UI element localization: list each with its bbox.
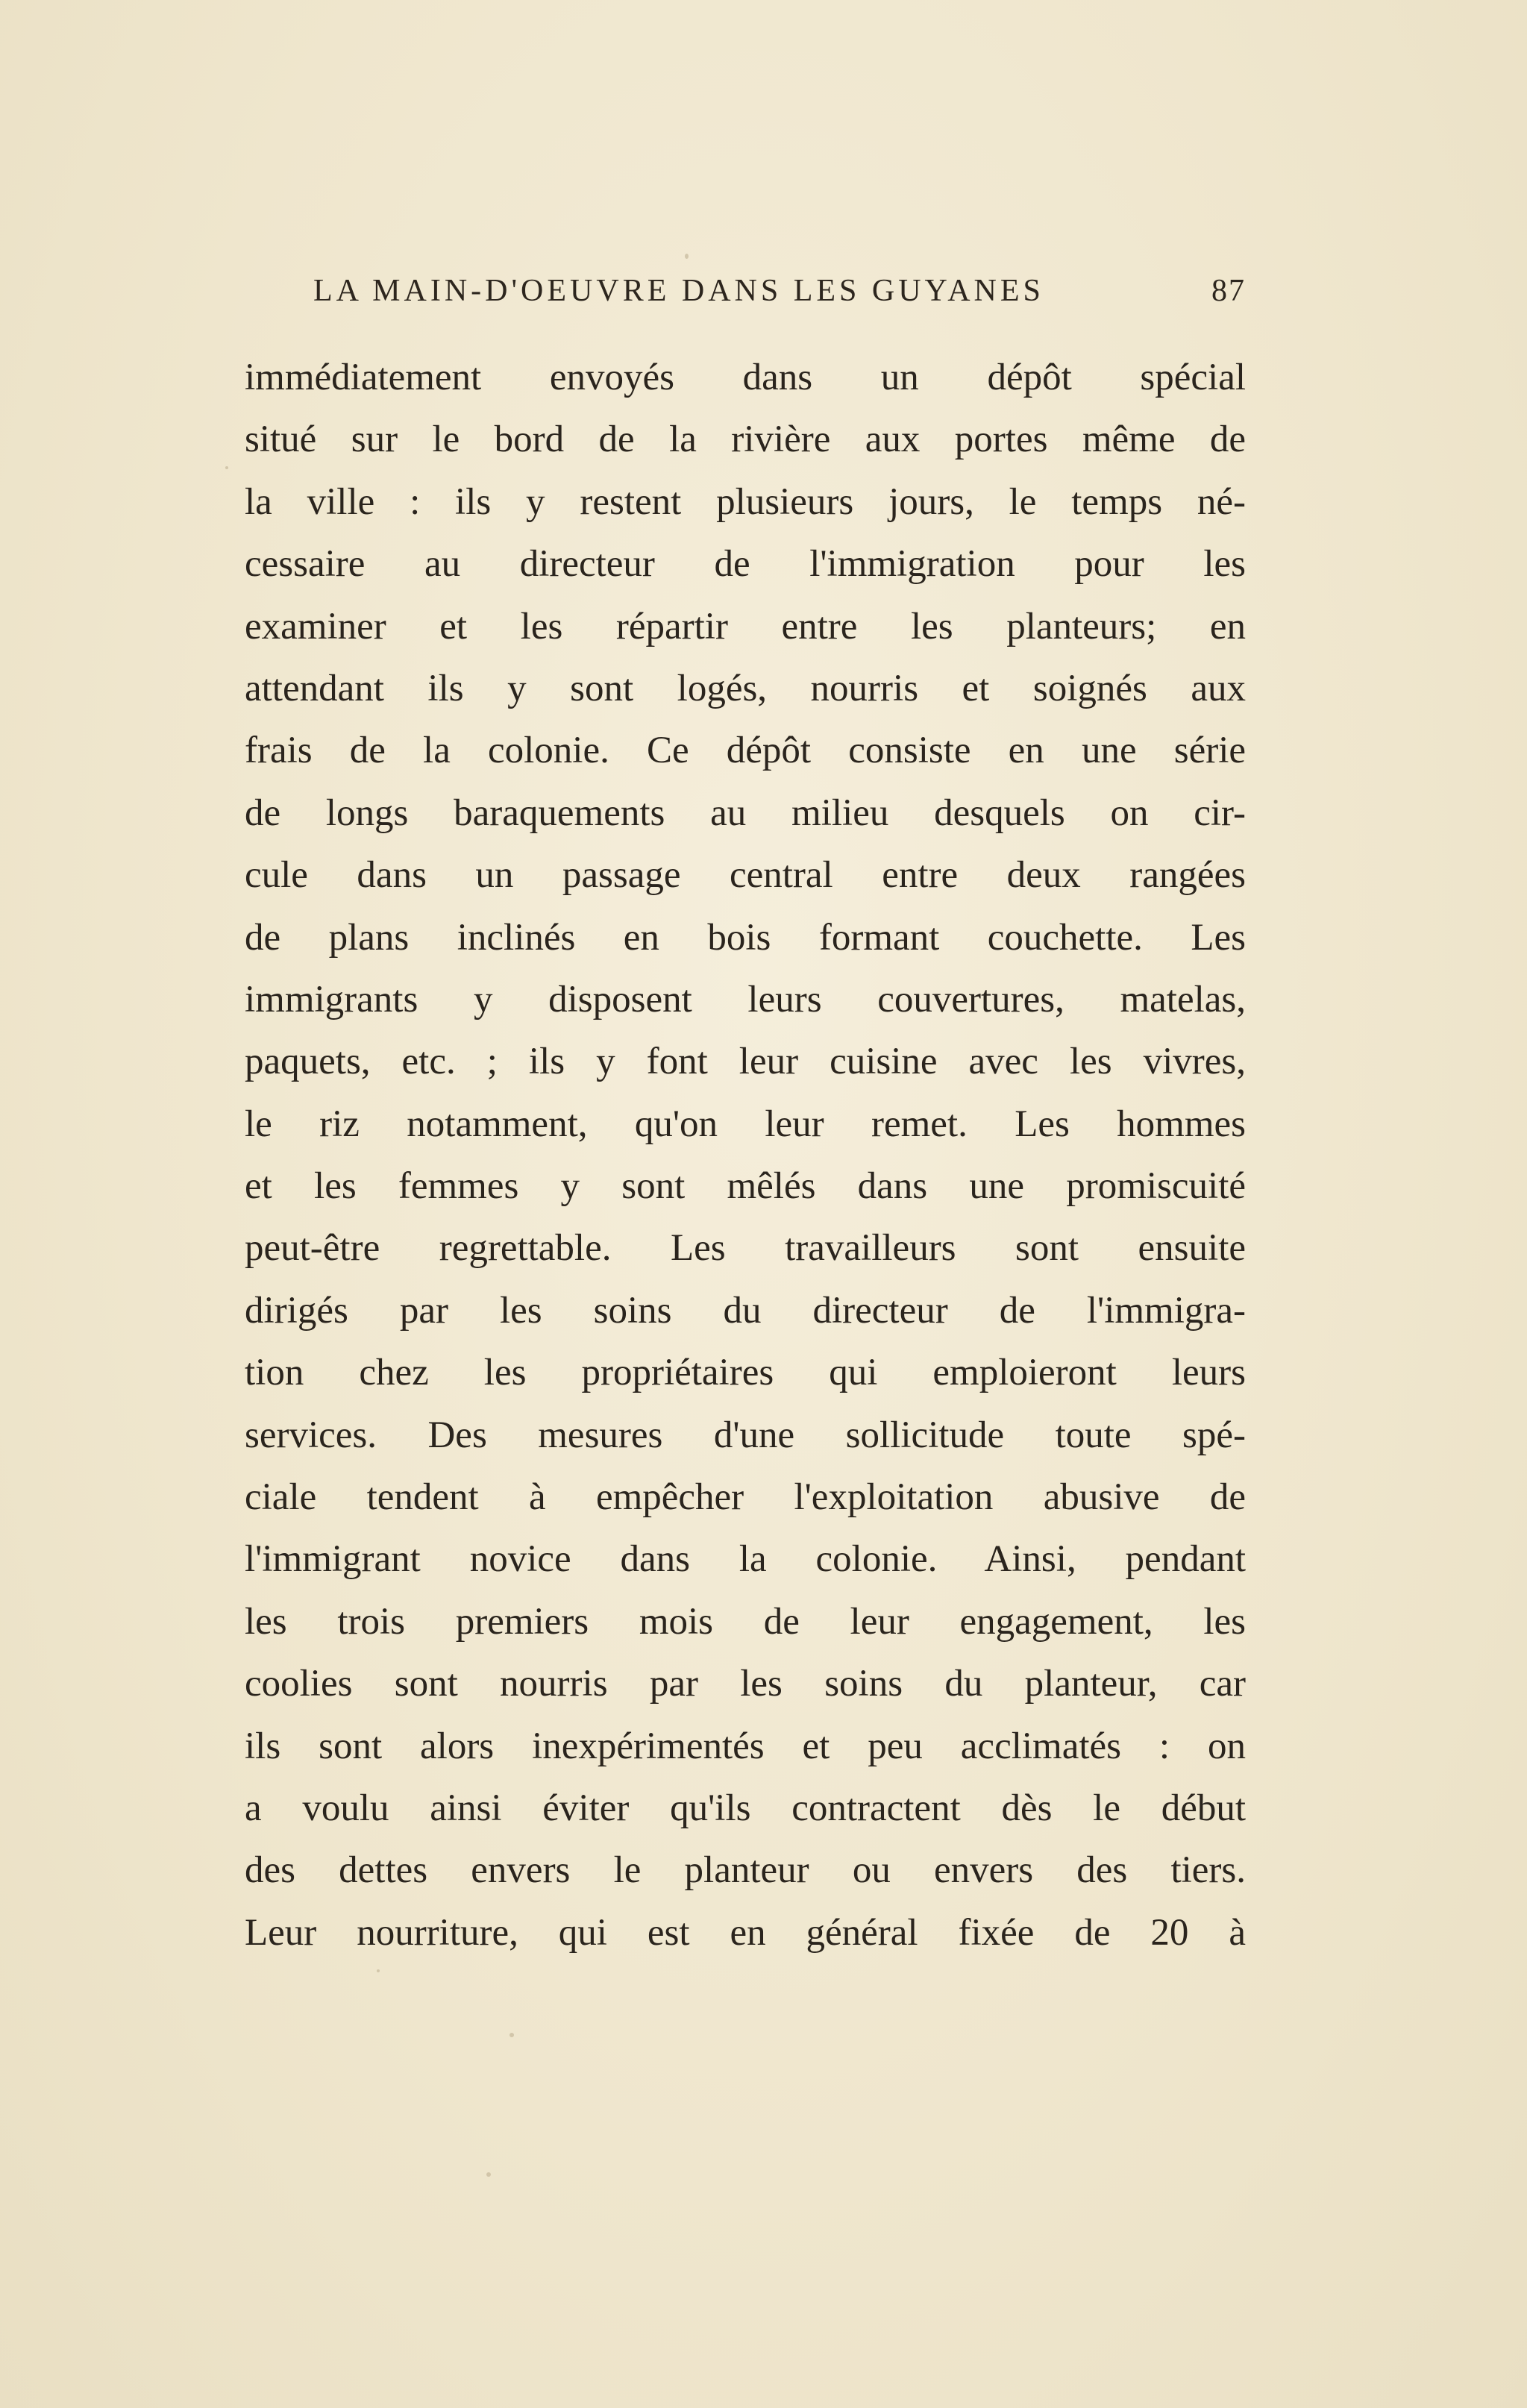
text-line: tion chez les propriétaires qui emploieront leurs [245,1352,1246,1394]
text-line: examiner et les répartir entre les planteurs; en [245,605,1246,648]
text-line: frais de la colonie. Ce dépôt consiste en une série [245,730,1246,772]
text-line: et les femmes y sont mêlés dans une promiscuité [245,1165,1246,1208]
paper-speck [685,254,689,259]
paper-speck [377,1969,380,1972]
text-line: immédiatement envoyés dans un dépôt spécial [245,357,1246,398]
text-line: le riz notamment, qu'on leur remet. Les hommes [245,1103,1246,1145]
text-line: a voulu ainsi éviter qu'ils contractent dès le début [245,1787,1246,1829]
text-line: la ville : ils y restent plusieurs jours, le temps né- [245,480,1246,523]
text-line: cessaire au directeur de l'immigration pour les [245,543,1246,586]
text-line: coolies sont nourris par les soins du planteur, car [245,1663,1246,1705]
text-line: ils sont alors inexpérimentés et peu acclimatés : on [245,1725,1246,1767]
text-line: des dettes envers le planteur ou envers des tiers. [245,1849,1246,1892]
text-line: situé sur le bord de la rivière aux portes même de [245,418,1246,461]
paper-speck [225,466,228,469]
page-number: 87 [1211,274,1246,308]
text-line: de longs baraquements au milieu desquels on cir- [245,791,1246,834]
body-text [245,347,1246,1964]
text-line: immigrants y disposent leurs couvertures, matelas, [245,978,1246,1020]
text-line: dirigés par les soins du directeur de l'immigra- [245,1289,1246,1332]
text-line: Leur nourriture, qui est en général fixée de 20 à [245,1911,1246,1954]
paper-speck [486,2172,491,2177]
text-line: attendant ils y sont logés, nourris et soignés aux [245,667,1246,709]
text-line: cule dans un passage central entre deux rangées [245,854,1246,897]
text-line: les trois premiers mois de leur engagement, les [245,1600,1246,1643]
text-line: peut-être regrettable. Les travailleurs sont ensuite [245,1227,1246,1270]
text-line: ciale tendent à empêcher l'exploitation abusive de [245,1476,1246,1519]
running-header [245,273,1246,325]
running-title: LA MAIN-D'OEUVRE DANS LES GUYANES [313,274,1044,308]
text-line: de plans inclinés en bois formant couchette. Les [245,916,1246,959]
text-line: paquets, etc. ; ils y font leur cuisine avec les vivres, [245,1041,1246,1083]
text-line: services. Des mesures d'une sollicitude toute spé- [245,1414,1246,1456]
paper-speck [509,2033,514,2037]
text-line: l'immigrant novice dans la colonie. Ainsi, pendant [245,1538,1246,1581]
